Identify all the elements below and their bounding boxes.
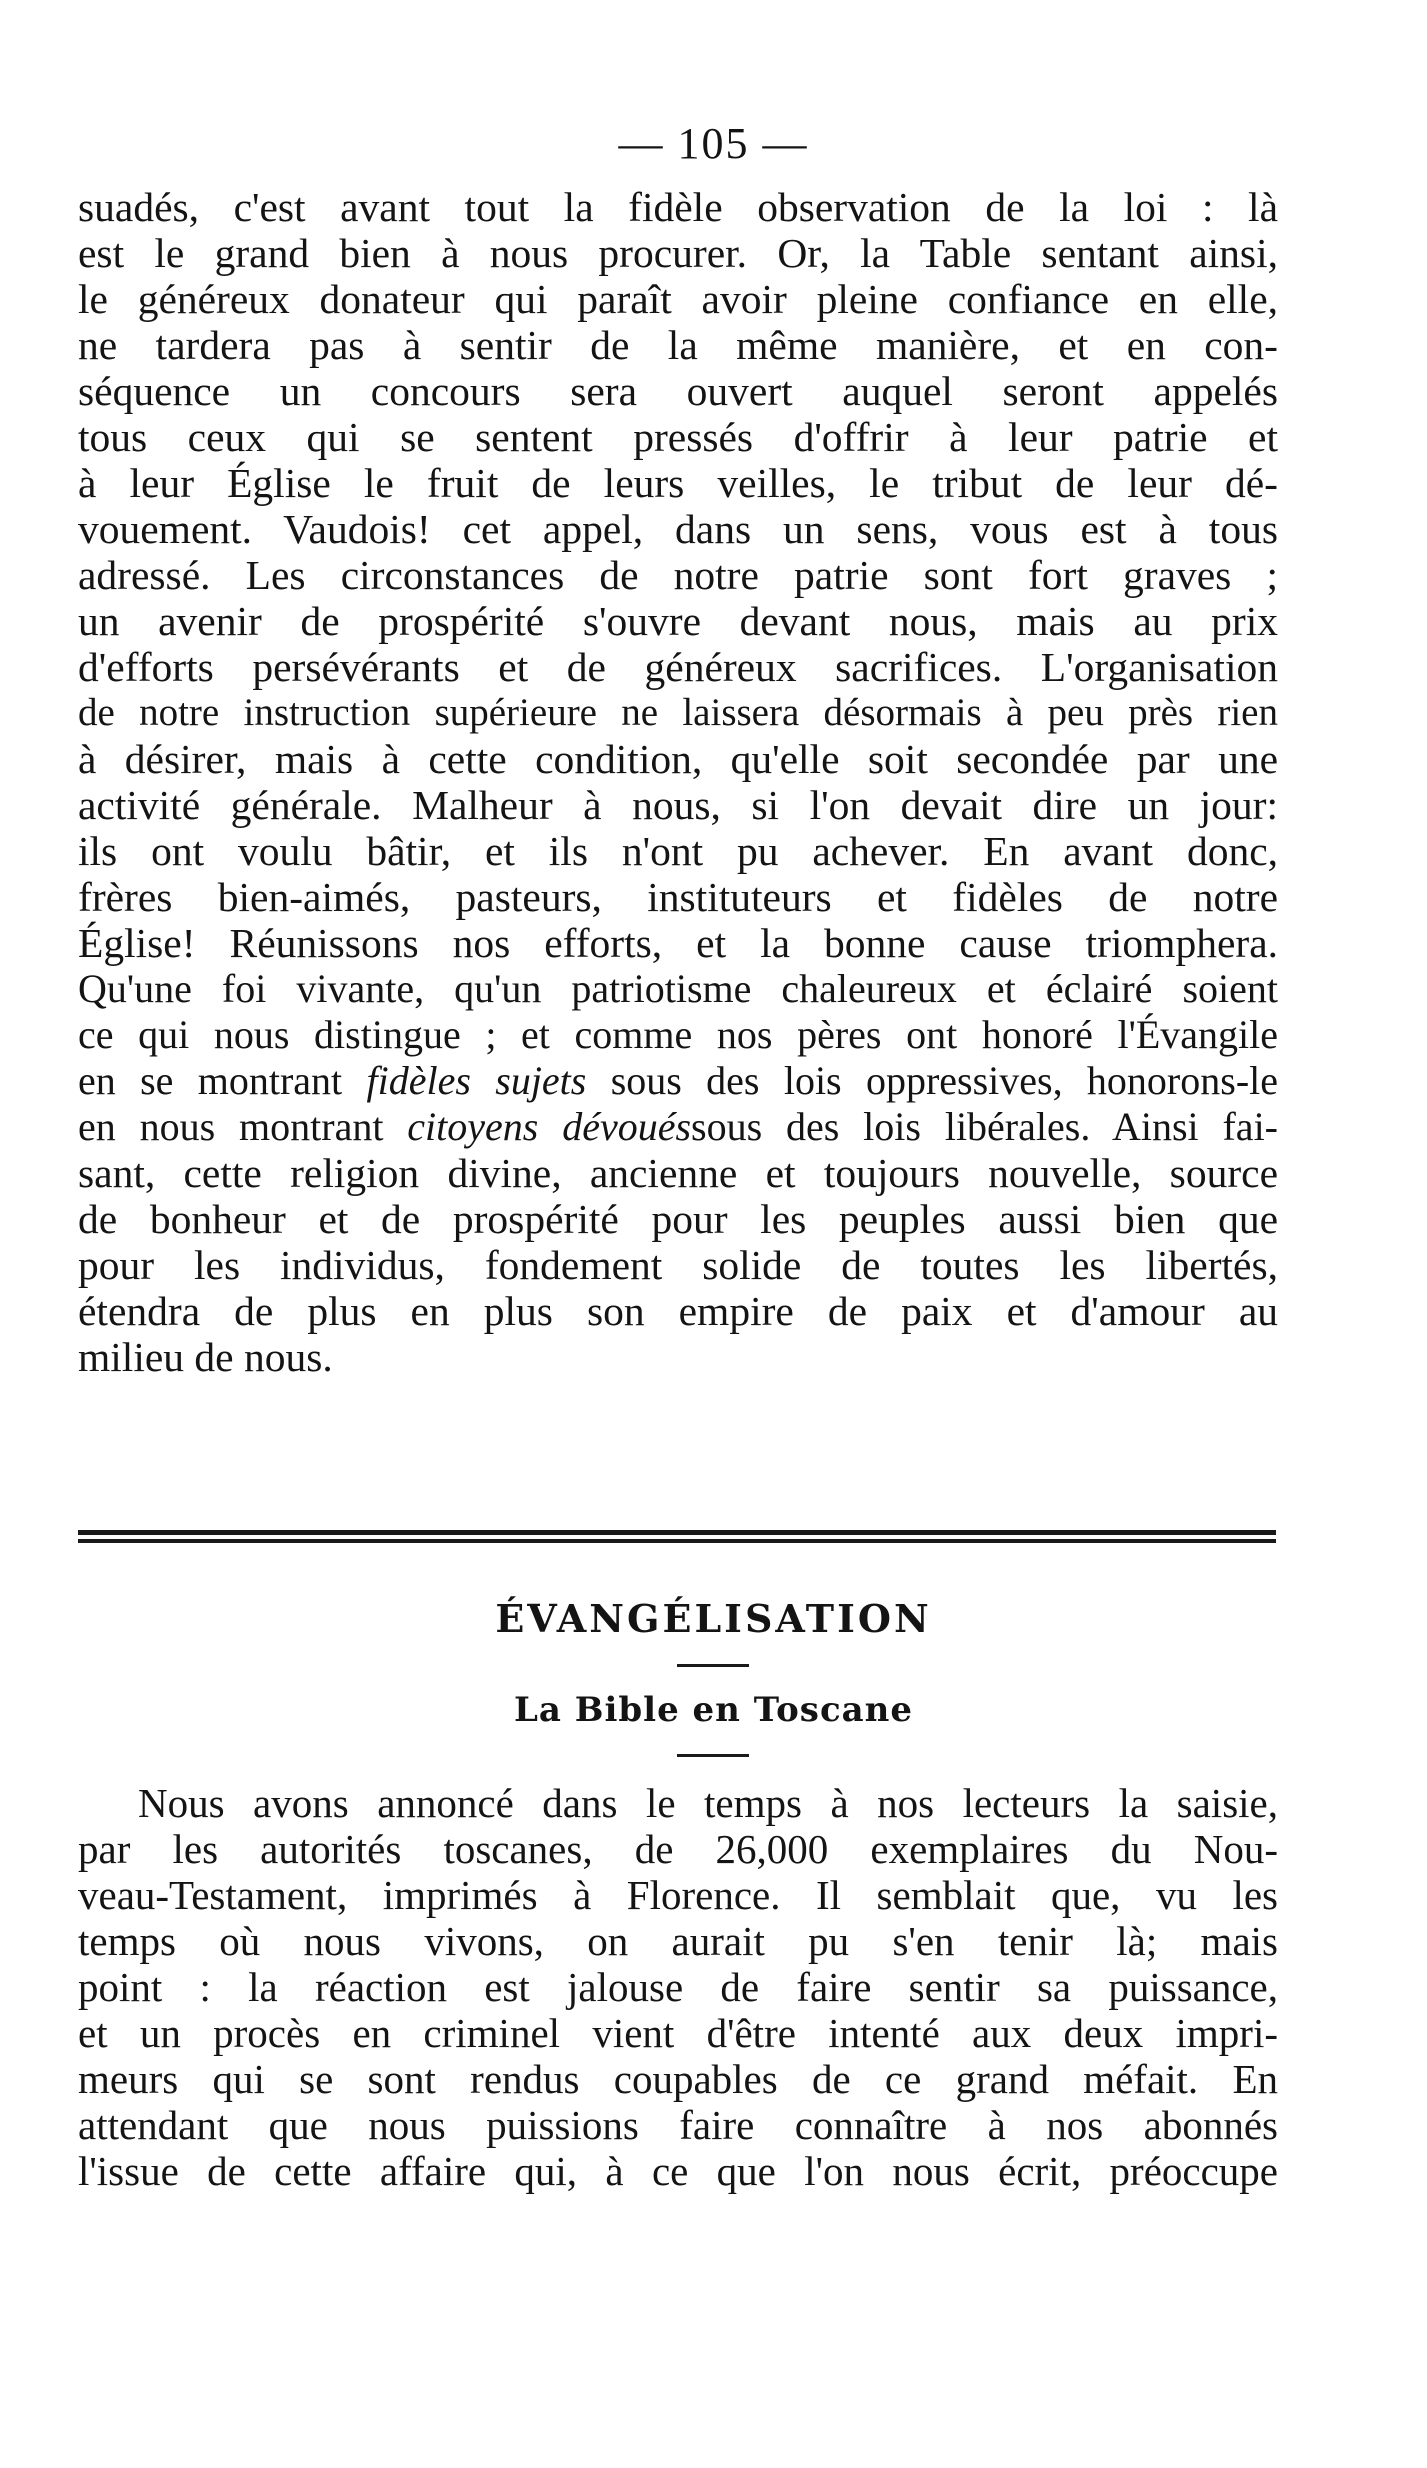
- text-line: par les autorités toscanes, de 26,000 exemplaires du Nou-: [78, 1826, 1278, 1872]
- text-line: tous ceux qui se sentent pressés d'offrir à leur patrie et: [78, 414, 1278, 460]
- text-line: le généreux donateur qui paraît avoir pleine confiance en elle,: [78, 276, 1278, 322]
- text-line: vouement. Vaudois! cet appel, dans un sens, vous est à tous: [78, 506, 1278, 552]
- text-line: pour les individus, fondement solide de toutes les libertés,: [78, 1242, 1278, 1288]
- text-segment: en se montrant: [78, 1058, 367, 1103]
- text-line: l'issue de cette affaire qui, à ce que l'on nous écrit, préoccupe: [78, 2148, 1278, 2194]
- text-line: suadés, c'est avant tout la fidèle observation de la loi : là: [78, 184, 1278, 230]
- text-line: attendant que nous puissions faire connaître à nos abonnés: [78, 2102, 1278, 2148]
- text-segment: sous des lois libérales. Ainsi fai-: [691, 1104, 1278, 1149]
- text-line: frères bien-aimés, pasteurs, instituteurs et fidèles de notre: [78, 874, 1278, 920]
- paragraph-1: [78, 184, 1278, 1380]
- text-line: veau-Testament, imprimés à Florence. Il semblait que, vu les: [78, 1872, 1278, 1918]
- text-line: de bonheur et de prospérité pour les peuples aussi bien que: [78, 1196, 1278, 1242]
- section-title: ÉVANGÉLISATION: [495, 1596, 932, 1641]
- text-line: d'efforts persévérants et de généreux sacrifices. L'organisation: [78, 644, 1278, 690]
- text-line: Nous avons annoncé dans le temps à nos lecteurs la saisie,: [138, 1780, 1278, 1826]
- text-line: point : la réaction est jalouse de faire sentir sa puissance,: [78, 1964, 1278, 2010]
- text-line: activité générale. Malheur à nous, si l'on devait dire un jour:: [78, 782, 1278, 828]
- text-line: et un procès en criminel vient d'être intenté aux deux impri-: [78, 2010, 1278, 2056]
- page-number: — 105 —: [618, 119, 809, 168]
- text-line: à leur Église le fruit de leurs veilles, le tribut de leur dé-: [78, 460, 1278, 506]
- section-divider: [78, 1530, 1276, 1546]
- text-line: ils ont voulu bâtir, et ils n'ont pu achever. En avant donc,: [78, 828, 1278, 874]
- divider-line: [78, 1530, 1276, 1535]
- text-line: est le grand bien à nous procurer. Or, la Table sentant ainsi,: [78, 230, 1278, 276]
- article-title: La Bible en Toscane: [513, 1690, 914, 1730]
- italic-emphasis: citoyens dévoués: [407, 1104, 692, 1149]
- text-line: ne tardera pas à sentir de la même manière, et en con-: [78, 322, 1278, 368]
- text-line: à désirer, mais à cette condition, qu'elle soit secondée par une: [78, 736, 1278, 782]
- text-line: étendra de plus en plus son empire de paix et d'amour au: [78, 1288, 1278, 1334]
- text-line: meurs qui se sont rendus coupables de ce grand méfait. En: [78, 2056, 1278, 2102]
- text-segment: sous des lois oppressives, honorons-le: [586, 1058, 1279, 1103]
- title-rule: [677, 1754, 749, 1757]
- text-line-with-italic: [78, 1058, 1278, 1104]
- text-line: adressé. Les circonstances de notre patrie sont fort graves ;: [78, 552, 1278, 598]
- italic-emphasis: fidèles sujets: [366, 1058, 587, 1103]
- text-line: de notre instruction supérieure ne laissera désormais à peu près rien: [78, 691, 1278, 734]
- text-line-with-italic: [78, 1104, 1278, 1150]
- text-line: sant, cette religion divine, ancienne et toujours nouvelle, source: [78, 1150, 1278, 1196]
- text-line: milieu de nous.: [78, 1334, 333, 1380]
- text-line: séquence un concours sera ouvert auquel seront appelés: [78, 368, 1278, 414]
- divider-line: [78, 1539, 1276, 1543]
- text-segment: en nous montrant: [78, 1104, 408, 1149]
- paragraph-2: [78, 1780, 1278, 2194]
- text-line: un avenir de prospérité s'ouvre devant nous, mais au prix: [78, 598, 1278, 644]
- text-line: ce qui nous distingue ; et comme nos pères ont honoré l'Évangile: [78, 1012, 1278, 1057]
- text-line: Qu'une foi vivante, qu'un patriotisme chaleureux et éclairé soient: [78, 966, 1278, 1011]
- text-line: temps où nous vivons, on aurait pu s'en tenir là; mais: [78, 1918, 1278, 1964]
- text-line: Église! Réunissons nos efforts, et la bonne cause triomphera.: [78, 920, 1278, 966]
- title-rule: [677, 1664, 749, 1667]
